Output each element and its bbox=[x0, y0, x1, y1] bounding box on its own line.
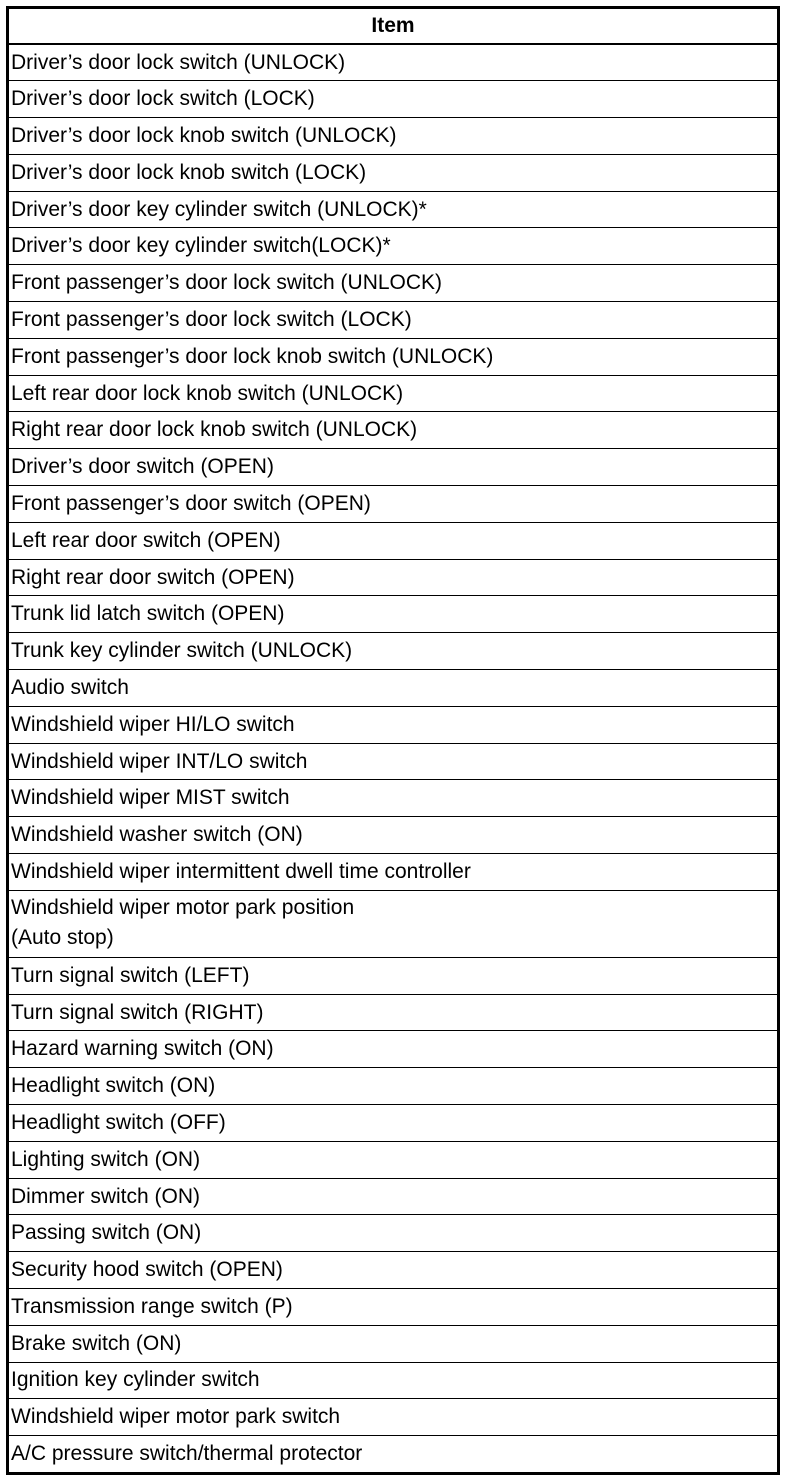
table-cell-item: Headlight switch (ON) bbox=[9, 1068, 777, 1105]
table-cell-item: Right rear door lock knob switch (UNLOCK) bbox=[9, 412, 777, 449]
table-cell-item: Trunk key cylinder switch (UNLOCK) bbox=[9, 633, 777, 670]
table-cell-item: Front passenger’s door lock switch (UNLOCK) bbox=[9, 265, 777, 302]
table-cell-item: Hazard warning switch (ON) bbox=[9, 1031, 777, 1068]
table-row bbox=[9, 522, 777, 559]
table-cell-item: Windshield wiper INT/LO switch bbox=[9, 743, 777, 780]
table-row bbox=[9, 44, 777, 81]
table-cell-item: Driver’s door key cylinder switch (UNLOCK)* bbox=[9, 191, 777, 228]
column-header-item: Item bbox=[9, 9, 777, 44]
table-cell-item: Windshield washer switch (ON) bbox=[9, 817, 777, 854]
table-row bbox=[9, 743, 777, 780]
table-cell-item: Turn signal switch (RIGHT) bbox=[9, 994, 777, 1031]
table-row bbox=[9, 994, 777, 1031]
table-row bbox=[9, 1436, 777, 1473]
table-row bbox=[9, 412, 777, 449]
table-cell-item: Windshield wiper intermittent dwell time controller bbox=[9, 854, 777, 891]
table-cell-item: Brake switch (ON) bbox=[9, 1325, 777, 1362]
item-table-grid bbox=[9, 9, 777, 1472]
table-row bbox=[9, 338, 777, 375]
table-cell-item: Left rear door switch (OPEN) bbox=[9, 522, 777, 559]
table-row bbox=[9, 1215, 777, 1252]
table-row bbox=[9, 118, 777, 155]
table-row bbox=[9, 302, 777, 339]
table-cell-item: Windshield wiper motor park switch bbox=[9, 1399, 777, 1436]
table-cell-item: Transmission range switch (P) bbox=[9, 1289, 777, 1326]
table-body bbox=[9, 44, 777, 1472]
table-cell-item: Trunk lid latch switch (OPEN) bbox=[9, 596, 777, 633]
table-cell-item: Dimmer switch (ON) bbox=[9, 1178, 777, 1215]
table-row bbox=[9, 1105, 777, 1142]
table-row bbox=[9, 228, 777, 265]
item-table bbox=[6, 6, 780, 1475]
table-cell-item: Front passenger’s door lock switch (LOCK) bbox=[9, 302, 777, 339]
table-cell-item: Driver’s door switch (OPEN) bbox=[9, 449, 777, 486]
table-row bbox=[9, 1178, 777, 1215]
table-cell-item: Driver’s door lock switch (LOCK) bbox=[9, 81, 777, 118]
table-row bbox=[9, 1325, 777, 1362]
table-cell-item: Driver’s door lock switch (UNLOCK) bbox=[11, 50, 346, 74]
table-row bbox=[9, 1031, 777, 1068]
table-row bbox=[9, 449, 777, 486]
table-row bbox=[9, 1399, 777, 1436]
table-row bbox=[9, 559, 777, 596]
table-row bbox=[9, 191, 777, 228]
table-cell-item: Security hood switch (OPEN) bbox=[9, 1252, 777, 1289]
table-row bbox=[9, 154, 777, 191]
table-cell-item: Driver’s door key cylinder switch(LOCK)* bbox=[9, 228, 777, 265]
table-cell-item: Windshield wiper MIST switch bbox=[9, 780, 777, 817]
table-row bbox=[9, 1068, 777, 1105]
table-cell-item: Driver’s door lock knob switch (UNLOCK) bbox=[9, 118, 777, 155]
table-row bbox=[9, 81, 777, 118]
table-row bbox=[9, 486, 777, 523]
table-cell-item: Front passenger’s door lock knob switch (UNLOCK) bbox=[9, 338, 777, 375]
table-cell-item: Headlight switch (OFF) bbox=[9, 1105, 777, 1142]
table-cell-item: Passing switch (ON) bbox=[9, 1215, 777, 1252]
table-cell-item bbox=[9, 890, 777, 957]
table-cell-item: A/C pressure switch/thermal protector bbox=[9, 1436, 777, 1473]
table-row bbox=[9, 670, 777, 707]
table-row bbox=[9, 375, 777, 412]
table-row bbox=[9, 633, 777, 670]
table-row bbox=[9, 706, 777, 743]
cell-line: Windshield wiper motor park position bbox=[11, 895, 355, 919]
table-row bbox=[9, 780, 777, 817]
table-cell-item: Lighting switch (ON) bbox=[9, 1141, 777, 1178]
table-cell-item: Driver’s door lock knob switch (LOCK) bbox=[9, 154, 777, 191]
table-row bbox=[9, 596, 777, 633]
table-header-row bbox=[9, 9, 777, 44]
table-cell-item: Windshield wiper HI/LO switch bbox=[9, 706, 777, 743]
cell-line: (Auto stop) bbox=[11, 925, 114, 949]
table-row bbox=[9, 1141, 777, 1178]
table-row bbox=[9, 890, 777, 957]
table-cell-item: Right rear door switch (OPEN) bbox=[9, 559, 777, 596]
table-cell-item: Front passenger’s door switch (OPEN) bbox=[9, 486, 777, 523]
table-row bbox=[9, 265, 777, 302]
table-cell-item: Ignition key cylinder switch bbox=[9, 1362, 777, 1399]
table-cell-item: Turn signal switch (LEFT) bbox=[9, 957, 777, 994]
table-row bbox=[9, 1362, 777, 1399]
table-row bbox=[9, 854, 777, 891]
table-row bbox=[9, 957, 777, 994]
table-row bbox=[9, 1289, 777, 1326]
table-row bbox=[9, 817, 777, 854]
table-cell-item: Left rear door lock knob switch (UNLOCK) bbox=[9, 375, 777, 412]
table-cell-item: Audio switch bbox=[9, 670, 777, 707]
table-row bbox=[9, 1252, 777, 1289]
